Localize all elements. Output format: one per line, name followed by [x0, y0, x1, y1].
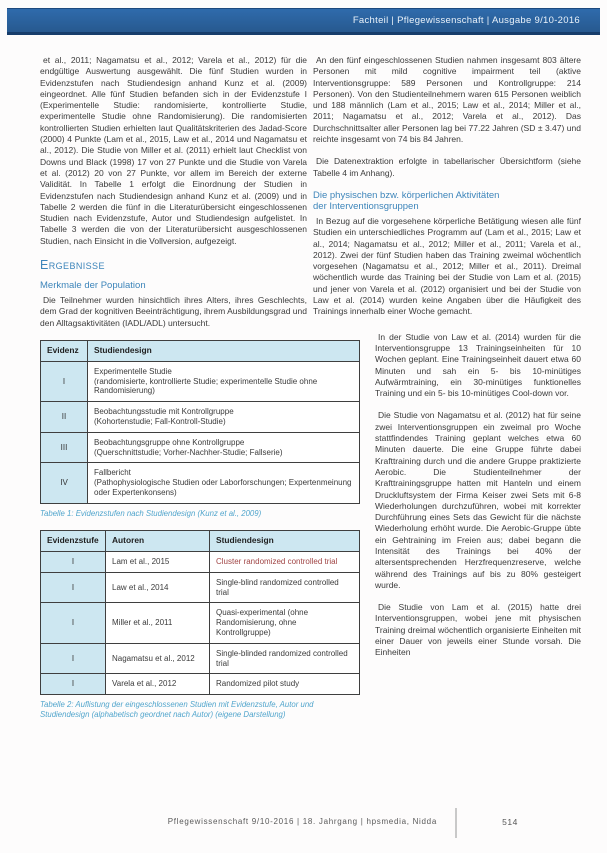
subsection-heading-population: Merkmale der Population: [40, 280, 146, 292]
evidence-level: I: [41, 643, 106, 674]
evidence-level: II: [41, 402, 88, 433]
design-detail: (Querschnittstudie; Vorher-Nachher-Studie; Fallserie): [94, 447, 283, 457]
design-detail: (Pathophysiologische Studien oder Laborforschungen; Expertenmeinung oder Expertenkonsens): [94, 478, 352, 497]
authors: Varela et al., 2012: [106, 674, 210, 695]
design-title: Fallbericht: [94, 468, 131, 478]
paragraph: In Bezug auf die vorgesehene körperliche Betätigung wiesen alle fünf Studien ein unterschiedliches Programm auf (Lam et al., 2015; Law et al., 2014; Nagamatsu et al., 2012; Miller et al., 2011; Varela et al., 2012). Zwei der fünf Studien haben das Training zweimal wöchentlich vorgesehen (Nagamatsu et al., 2012; Miller et al., 2011). Dreimal wöchentlich wurde das Training bei der Studie von Lam et al. (2015) und jener von Varela et al. (2012) organisiert und bei der Studie von Law et al. (2014) wurden keine Angaben über die Häufigkeit des Trainings innerhalb einer Woche gemacht.: [313, 215, 581, 317]
study-design: Cluster randomized controlled trial: [210, 552, 360, 573]
column-header: Evidenzstufe: [41, 531, 106, 552]
page-number: 514: [502, 817, 518, 827]
table-row: [41, 674, 360, 695]
wrapped-text-block: [313, 332, 581, 659]
right-column: [313, 55, 581, 670]
evidence-level: I: [41, 603, 106, 643]
authors: Law et al., 2014: [106, 572, 210, 603]
study-design: Single-blinded randomized controlled trial: [210, 643, 360, 674]
evidence-level: IV: [41, 463, 88, 503]
paragraph: et al., 2011; Nagamatsu et al., 2012; Varela et al., 2012) für die endgültige Auswertung ausgewählt. Die fünf Studien wurden in Evidenzstufen nach Studiendesign anhand Kunz et al. (2009) eingeordnet. Alle fünf Studien befanden sich in der Evidenzstufe I (Experimentelle Studie: randomisierte, kontrollierte Studie, experimentelle Studie ohne Randomisierung). Die randomisierten kontrollierten Studien erhielten laut Qualitätskriterien des Jadad-Score (2000) 4 Punkte (Lam et al., 2015, Law et al., 2014 und Nagamatsu et al., 2012). Die Studie von Miller et al. (2011) erhielt laut Checklist von Downs und Black (1998) 17 von 27 Punkte und die Studie von Varela et al. (2012) 20 von 27 Punkte, vor allem im Bereich der externe Validität. In Tabelle 1 erfolgt die Einordnung der Studien in Evidenzstufen nach Studiendesign anhand Kunz et al. (2009) und in Tabelle 2 werden die fünf in die Literaturübersicht eingeschlossenen Studien nach Evidenzstufe, Autor und Studiendesign aufgelistet. In Tabelle 3 werden die von der Literaturübersicht ausgeschlossenen Studien, nach Einsicht in die Vollversion, aufgezeigt.: [40, 55, 307, 246]
paragraph: An den fünf eingeschlossenen Studien nahmen insgesamt 803 ältere Personen mit mild cognitive impairment teil (aktive Interventionsgruppe: 589 Personen und Kontrollgruppe: 214 Personen). Von den Studienteilnehmern waren 615 Personen weiblich und 188 männlich (Lam et al., 2015; Law et al., 2014; Miller et al., 2011; Nagamatsu et al., 2012; Varela et al., 2012). Das Durchschnittsalter aller Personen lag bei 77.22 Jahren (SD ± 3.47) und reichte insgesamt von 74 bis 84 Jahren.: [313, 55, 581, 145]
footer-divider: [455, 808, 457, 838]
evidence-level: I: [41, 552, 106, 573]
evidence-level: I: [41, 572, 106, 603]
authors: Nagamatsu et al., 2012: [106, 643, 210, 674]
evidence-level: I: [41, 674, 106, 695]
paragraph: Die Studie von Nagamatsu et al. (2012) hat für seine zwei Interventionsgruppen ein zweimal pro Woche stattfindendes Training geplant welches etwa 60 Minuten dauerte. Die eine Gruppe führte dabei Krafttraining durch und die andere Gruppe praktizierte Aerobic. Die Studienteilnehmer der Krafttrainingsgruppe hatten mit Hanteln und einem Druckluftsystem der Firma Keiser zwei Sets mit 6-8 Wiederholungen durchzuführen, wobei mit korrekter Durchführung eines Sets das Gewicht für die nächste Wiederholung erhöht wurde. Die Aerobic-Gruppe übte ein Gehtraining im Freien aus; dabei begann die Intensität des Trainings bei 40% der altersentsprechenden Herzfrequenzreserve, welche während des Trainings auf bis zu 80% gesteigert wurde.: [375, 410, 581, 590]
section-heading-ergebnisse: Ergebnisse: [40, 258, 105, 273]
evidence-level-table: [40, 340, 360, 504]
authors: Lam et al., 2015: [106, 552, 210, 573]
authors: Miller et al., 2011: [106, 603, 210, 643]
table-row: [41, 432, 360, 463]
table-header-row: [41, 531, 360, 552]
table-row: [41, 572, 360, 603]
table-row: [41, 643, 360, 674]
design-detail: (Kohortenstudie; Fall-Kontroll-Studie): [94, 416, 226, 426]
evidence-level: III: [41, 432, 88, 463]
page-header-bar: [7, 8, 600, 35]
paragraph: Die Teilnehmer wurden hinsichtlich ihres Alters, ihres Geschlechts, dem Grad der kognitiven Beeinträchtigung, ihrem Ausbildungsgrad und den Alltagsaktivitäten (IADL/ADL) untersucht.: [40, 295, 307, 328]
design-title: Beobachtungsgruppe ohne Kontrollgruppe: [94, 437, 245, 447]
table-row: [41, 402, 360, 433]
table-row: [41, 463, 360, 503]
table-row: [41, 603, 360, 643]
design-detail: (randomisierte, kontrollierte Studie; experimentelle Studie ohne Randomisierung): [94, 376, 318, 396]
evidence-level: I: [41, 361, 88, 401]
study-design: Quasi-experimental (ohne Randomisierung, ohne Kontrollgruppe): [210, 603, 360, 643]
design-title: Beobachtungsstudie mit Kontrollgruppe: [94, 407, 234, 417]
page-footer: [0, 804, 607, 848]
column-header: Studiendesign: [88, 340, 360, 361]
table-row: [41, 552, 360, 573]
column-header: Autoren: [106, 531, 210, 552]
study-design: Single-blind randomized controlled trial: [210, 572, 360, 603]
header-title: Fachteil | Pflegewissenschaft | Ausgabe 9/10-2016: [352, 15, 580, 26]
column-header: Studiendesign: [210, 531, 360, 552]
table-row: [41, 361, 360, 401]
paragraph: In der Studie von Law et al. (2014) wurden für die Interventionsgruppe 13 Trainingseinheiten für 10 Wochen geplant. Eine Trainingseinheit dauert etwa 60 Minuten und sah ein 5- bis 10-minütiges Aufwärmtraining, ein 30-minütiges funktionelles Training und ein 5- bis 10-minütiges Cool-down vor.: [375, 331, 581, 399]
included-studies-table: [40, 530, 360, 695]
table2-caption: Tabelle 2: Auflistung der eingeschlossenen Studien mit Evidenzstufe, Autor und Studiendesign (alphabetisch geordnet nach Autor) (eigene Darstellung): [40, 700, 314, 719]
paragraph: Die Studie von Lam et al. (2015) hatte drei Interventionsgruppen, wobei jene mit physischen Training dreimal wöchentlich organisierte Einheiten mit einer Dauer von jeweils einer Stunde vorsah. Die Einheiten: [375, 602, 581, 658]
design-title: Experimentelle Studie: [94, 366, 172, 376]
left-column: [40, 55, 360, 731]
paragraph: Die Datenextraktion erfolgte in tabellarischer Übersichtform (siehe Tabelle 4 im Anhang).: [313, 156, 581, 178]
subsection-heading-activities: Die physischen bzw. körperlichen Aktivitäten der Interventionsgruppen: [313, 189, 500, 212]
column-header: Evidenz: [41, 340, 88, 361]
table1-caption: Tabelle 1: Evidenzstufen nach Studiendesign (Kunz et al., 2009): [40, 508, 262, 518]
footer-journal-info: Pflegewissenschaft 9/10-2016 | 18. Jahrgang | hpsmedia, Nidda: [167, 817, 437, 826]
table-header-row: [41, 340, 360, 361]
study-design: Randomized pilot study: [210, 674, 360, 695]
